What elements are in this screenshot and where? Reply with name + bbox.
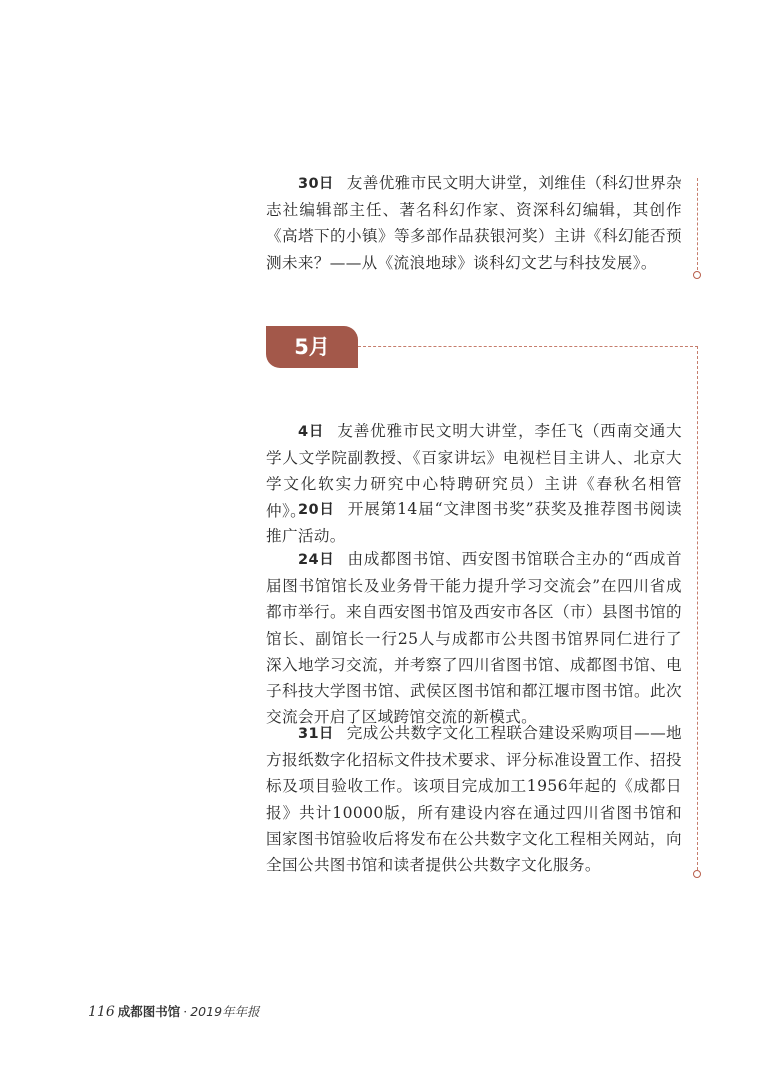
entry-text: 友善优雅市民文明大讲堂，李任飞（西南交通大学人文学院副教授、《百家讲坛》电视栏目主讲人、北京大学文化软实力研究中心特聘研究员）主讲《春秋名相管仲》。 <box>266 422 682 520</box>
month-header-dashed-rule <box>358 346 698 347</box>
margin-dashed-line <box>697 346 698 870</box>
entry-day: 24日 <box>298 552 335 568</box>
entry-day: 4日 <box>298 424 325 440</box>
page-footer <box>88 1002 260 1020</box>
footer-separator: · <box>183 1004 188 1019</box>
entry-may-24 <box>266 546 682 730</box>
entry-may-20 <box>266 496 682 549</box>
entry-text: 友善优雅市民文明大讲堂，刘维佳（科幻世界杂志社编辑部主任、著名科幻作家、资深科幻编辑，其创作《高塔下的小镇》等多部作品获银河奖）主讲《科幻能否预测未来？——从《流浪地球》谈科幻文艺与科技发展》。 <box>266 174 682 272</box>
entry-text: 完成公共数字文化工程联合建设采购项目——地方报纸数字化招标文件技术要求、评分标准设置工作、招投标及项目验收工作。该项目完成加工1956年起的《成都日报》共计10000版，所有建设内容在通过四川省图书馆和国家图书馆验收后将发布在公共数字文化工程相关网站，向全国公共图书馆和读者提供公共数字文化服务。 <box>266 724 682 875</box>
page-number: 116 <box>88 1004 115 1020</box>
entry-day: 20日 <box>298 502 335 518</box>
month-header-tab: 5月 <box>266 326 358 368</box>
margin-dashed-line <box>697 178 698 270</box>
margin-end-circle <box>693 870 701 878</box>
entry-text: 由成都图书馆、西安图书馆联合主办的“西成首届图书馆馆长及业务骨干能力提升学习交流会”在四川省成都市举行。来自西安图书馆及西安市各区（市）县图书馆的馆长、副馆长一行25人与成都市公共图书馆界同仁进行了深入地学习交流，并考察了四川省图书馆、成都图书馆、电子科技大学图书馆、武侯区图书馆和都江堰市图书馆。此次交流会开启了区域跨馆交流的新模式。 <box>266 550 682 727</box>
footer-report-name: 2019年年报 <box>190 1004 260 1019</box>
entry-text: 开展第14届“文津图书奖”获奖及推荐图书阅读推广活动。 <box>266 500 682 546</box>
entry-may-31 <box>266 720 682 878</box>
entry-april-30 <box>266 170 682 276</box>
entry-day: 30日 <box>298 176 334 192</box>
footer-book-title: 成都图书馆 <box>117 1004 181 1019</box>
margin-end-circle <box>693 271 701 279</box>
entry-day: 31日 <box>298 726 334 742</box>
